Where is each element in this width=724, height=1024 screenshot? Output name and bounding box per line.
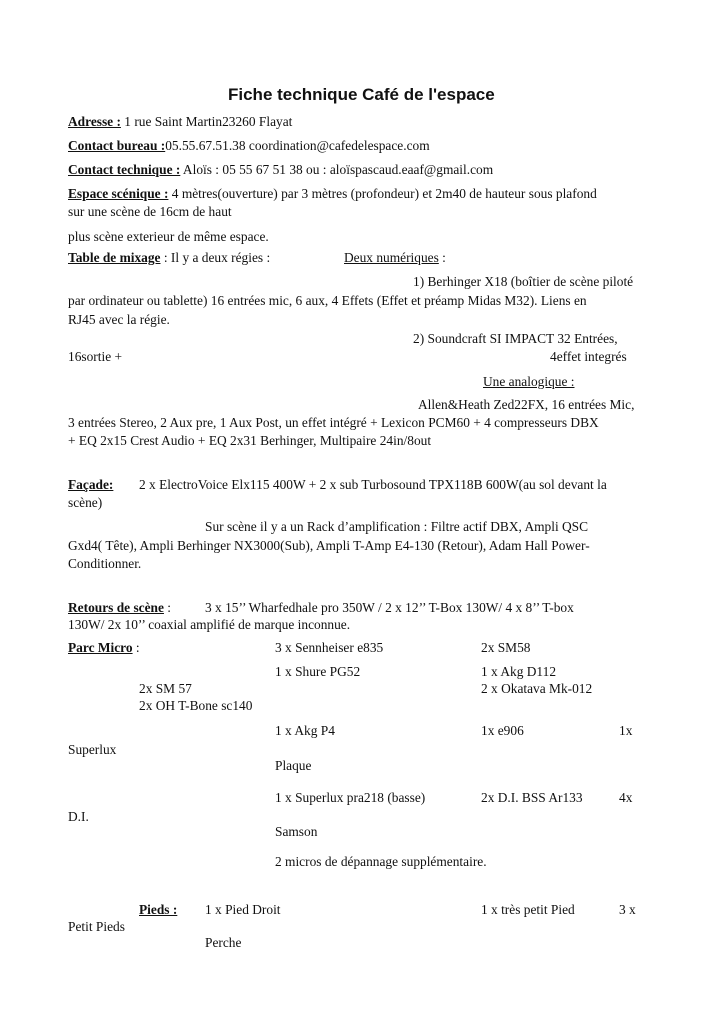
micro-superlux-qty: 1x xyxy=(619,723,633,738)
parc-micro-label: Parc Micro xyxy=(68,640,133,655)
espace-scenique-line1: 4 mètres(ouverture) par 3 mètres (profondeur) et 2m40 de hauteur sous plafond xyxy=(168,186,597,201)
rack-line2: Gxd4( Tête), Ampli Berhinger NX3000(Sub), Ampli T-Amp E4-130 (Retour), Adam Hall Power- xyxy=(68,538,590,553)
micro-shure-pg52: 1 x Shure PG52 xyxy=(275,664,361,679)
numeriques-heading-row xyxy=(344,249,446,266)
retours-line2: 130W/ 2x 10’’ coaxial amplifié de marque inconnue. xyxy=(68,617,351,632)
retours-colon: : xyxy=(163,600,172,615)
petit-pieds-qty: 3 x xyxy=(619,902,636,917)
micro-plaque: Plaque xyxy=(275,758,312,773)
micros-depannage: 2 micros de dépannage supplémentaire. xyxy=(275,854,487,869)
parc-micro-colon: : xyxy=(132,640,140,655)
page-title: Fiche technique Café de l'espace xyxy=(228,85,495,104)
retours-row xyxy=(68,599,171,616)
mixer2-line2a: 16sortie + xyxy=(68,349,123,364)
espace-scenique-row xyxy=(68,185,597,202)
micro-superlux-pra218: 1 x Superlux pra218 (basse) xyxy=(275,790,426,805)
di-samson: Samson xyxy=(275,824,318,839)
facade-label: Façade: xyxy=(68,477,114,492)
adresse-value: 1 rue Saint Martin23260 Flayat xyxy=(120,114,293,129)
contact-bureau-label: Contact bureau : xyxy=(68,138,166,153)
pied-droit: 1 x Pied Droit xyxy=(205,902,281,917)
mixer1-line3: RJ45 avec la régie. xyxy=(68,312,170,327)
rack-line1: Sur scène il y a un Rack d’amplification : Filtre actif DBX, Ampli QSC xyxy=(205,519,589,534)
micro-oh-tbone: 2x OH T-Bone sc140 xyxy=(139,698,253,713)
rack-line3: Conditionner. xyxy=(68,556,142,571)
contact-technique-value: Aloïs : 05 55 67 51 38 ou : aloïspascaud.eaaf@gmail.com xyxy=(180,162,494,177)
analog-line2: 3 entrées Stereo, 2 Aux pre, 1 Aux Post, un effet intégré + Lexicon PCM60 + 4 compresseurs DBX xyxy=(68,415,599,430)
contact-technique-row xyxy=(68,161,493,178)
di-label: D.I. xyxy=(68,809,89,824)
analogique-heading: Une analogique : xyxy=(483,374,575,389)
table-mixage-row xyxy=(68,249,270,266)
pied-tres-petit: 1 x très petit Pied xyxy=(481,902,575,917)
adresse-label: Adresse : xyxy=(68,114,121,129)
facade-line1: 2 x ElectroVoice Elx115 400W + 2 x sub Turbosound TPX118B 600W(au sol devant la xyxy=(139,477,607,492)
di-samson-qty: 4x xyxy=(619,790,633,805)
retours-label: Retours de scène xyxy=(68,600,164,615)
table-mixage-intro: : Il y a deux régies : xyxy=(160,250,271,265)
espace-scenique-line2: sur une scène de 16cm de haut xyxy=(68,204,232,219)
mixer1-line1: 1) Berhinger X18 (boîtier de scène piloté xyxy=(413,274,634,289)
espace-scenique-label: Espace scénique : xyxy=(68,186,169,201)
contact-bureau-value: 05.55.67.51.38 coordination@cafedelespace.com xyxy=(165,138,430,153)
petit-pieds-label: Petit Pieds xyxy=(68,919,125,934)
pied-perche: Perche xyxy=(205,935,242,950)
facade-line2: scène) xyxy=(68,495,103,510)
micro-akg-d112: 1 x Akg D112 xyxy=(481,664,557,679)
analog-line3: + EQ 2x15 Crest Audio + EQ 2x31 Berhinger, Multipaire 24in/8out xyxy=(68,433,432,448)
micro-sm57: 2x SM 57 xyxy=(139,681,192,696)
mixer2-line2b: 4effet integrés xyxy=(550,349,627,364)
retours-line1: 3 x 15’’ Wharfedhale pro 350W / 2 x 12’’ T-Box 130W/ 4 x 8’’ T-box xyxy=(205,600,574,615)
parc-micro-row xyxy=(68,639,140,656)
micro-sm58: 2x SM58 xyxy=(481,640,531,655)
numeriques-heading: Deux numériques xyxy=(344,250,439,265)
table-mixage-label: Table de mixage xyxy=(68,250,161,265)
espace-scenique-line3: plus scène exterieur de même espace. xyxy=(68,229,269,244)
contact-technique-label: Contact technique : xyxy=(68,162,181,177)
mixer1-line2: par ordinateur ou tablette) 16 entrées mic, 6 aux, 4 Effets (Effet et préamp Midas M32). Liens en xyxy=(68,293,587,308)
adresse-row xyxy=(68,113,292,130)
analog-line1: Allen&Heath Zed22FX, 16 entrées Mic, xyxy=(418,397,635,412)
mixer2-line1: 2) Soundcraft SI IMPACT 32 Entrées, xyxy=(413,331,618,346)
di-bss-ar133: 2x D.I. BSS Ar133 xyxy=(481,790,583,805)
micro-sennheiser-e835: 3 x Sennheiser e835 xyxy=(275,640,384,655)
contact-bureau-row xyxy=(68,137,430,154)
micro-akg-p4: 1 x Akg P4 xyxy=(275,723,335,738)
micro-e906: 1x e906 xyxy=(481,723,524,738)
micro-superlux-label: Superlux xyxy=(68,742,117,757)
micro-oktava: 2 x Okatava Mk-012 xyxy=(481,681,593,696)
numeriques-colon: : xyxy=(438,250,446,265)
pieds-label: Pieds : xyxy=(139,902,178,917)
